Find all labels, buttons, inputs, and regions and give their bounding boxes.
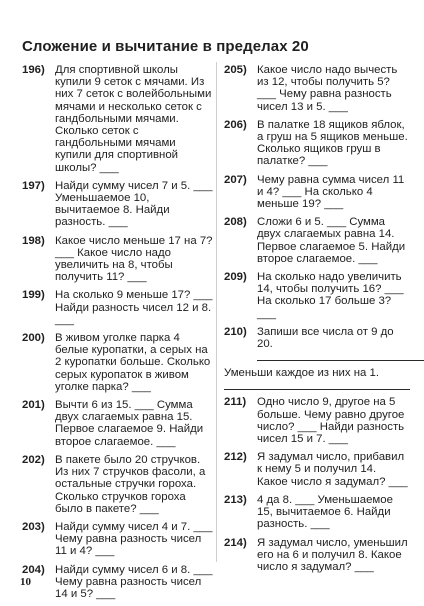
answer-line [224, 389, 410, 390]
problem-211 [224, 396, 410, 445]
problem-text: В живом уголке парка 4 белые куропатки, а серых на 2 куропатки больше. Сколько серых куропаток в живом уголке парка? ___ [55, 332, 211, 393]
column-divider [216, 62, 217, 562]
problem-number: 200) [22, 332, 45, 345]
problem-text: Запиши все числа от 9 до 20. [257, 325, 394, 351]
problem-text: Для спортивной школы купили 9 сеток с мячами. Из них 7 сеток с волейбольными мячами и несколько сеток с гандбольными мячами. Сколько сеток с гандбольными мячами купили для спортивной школы? ___ [55, 64, 212, 174]
problem-text: Я задумал число, прибавил к нему 5 и получил 14. Какое число я задумал? ___ [257, 451, 408, 488]
problem-206 [224, 119, 410, 168]
problem-text: В пакете было 20 стручков. Из них 7 стручков фасоли, а остальные стручки гороха. Сколько стручков гороха было в пакете? ___ [55, 453, 206, 515]
problem-210-part-2 [224, 367, 410, 390]
problem-number: 201) [22, 399, 45, 412]
problem-text: Найди сумму чисел 7 и 5. ___ Уменьшаемое 10, вычитаемое 8. Найди разность. ___ [55, 179, 213, 229]
problem-number: 209) [224, 271, 247, 284]
left-column [22, 64, 214, 606]
problem-text: Я задумал число, уменьшил его на 6 и получил 8. Какое число я задумал? ___ [257, 536, 408, 573]
problem-number: 203) [22, 520, 45, 533]
right-column [224, 64, 410, 579]
problem-214 [224, 537, 410, 574]
problem-number: 214) [224, 536, 247, 549]
problem-text: 4 да 8. ___ Уменьшаемое 15, вычитаемое 6. Найди разность. ___ [257, 493, 393, 531]
problem-text: Вычти 6 из 15. ___ Сумма двух слагаемых равна 15. Первое слагаемое 9. Найди второе слагаемое. ___ [55, 399, 204, 448]
problem-text: Одно число 9, другое на 5 больше. Чему равно другое число? ___ Найди разность чисел 15 и 7. ___ [257, 396, 405, 446]
problem-202 [22, 454, 214, 515]
problem-text: На сколько 9 меньше 17? ___ Найди разность чисел 12 и 8. ___ [55, 289, 213, 326]
problem-number: 204) [22, 563, 45, 576]
problem-number: 205) [224, 64, 247, 76]
problem-207 [224, 174, 410, 211]
problem-201 [22, 399, 214, 448]
problem-212 [224, 451, 410, 488]
problem-number: 212) [224, 451, 247, 464]
problem-text: Уменьши каждое из них на 1. [224, 367, 380, 380]
problem-205 [224, 64, 410, 113]
problem-number: 213) [224, 493, 247, 506]
problem-number: 206) [224, 118, 247, 131]
problem-208 [224, 216, 410, 265]
problem-197 [22, 180, 214, 229]
answer-line [257, 360, 424, 361]
problem-198 [22, 235, 214, 284]
page-number: 10 [20, 576, 31, 588]
problem-200 [22, 332, 214, 393]
problem-196 [22, 64, 214, 174]
problem-203 [22, 521, 214, 558]
problem-text: Чему равна сумма чисел 11 и 4? ___ На сколько 4 меньше 19? ___ [257, 173, 405, 211]
problem-number: 196) [22, 64, 45, 76]
problem-text: На сколько надо увеличить 14, чтобы получить 16? ___ На сколько 17 больше 3? ___ [257, 271, 404, 320]
problem-number: 207) [224, 173, 247, 186]
problem-text: Найди сумму чисел 4 и 7. ___ Чему равна разность чисел 11 и 4? ___ [55, 520, 213, 558]
problem-number: 210) [224, 325, 247, 338]
problem-text: Найди сумму чисел 6 и 8. ___ Чему равна разность чисел 14 и 5? ___ [55, 563, 213, 600]
problem-213 [224, 494, 410, 531]
problem-number: 198) [22, 234, 45, 247]
problem-199 [22, 289, 214, 326]
page-title: Сложение и вычитание в пределах 20 [22, 38, 309, 55]
problem-number: 208) [224, 216, 247, 229]
problem-text: Какое число меньше 17 на 7? ___ Какое число надо увеличить на 8, чтобы получить 11? ___ [55, 234, 213, 284]
problem-number: 197) [22, 179, 45, 192]
problem-text: В палатке 18 ящиков яблок, а груш на 5 ящиков меньше. Сколько ящиков груш в палатке? ___ [257, 118, 408, 168]
problem-number: 202) [22, 453, 45, 466]
problem-210 [224, 326, 410, 361]
problem-number: 211) [224, 396, 247, 409]
problem-204 [22, 564, 214, 601]
problem-text: Сложи 6 и 5. ___ Сумма двух слагаемых равна 14. Первое слагаемое 5. Найди второе слагаемое. ___ [257, 216, 406, 265]
problem-text: Какое число надо вычесть из 12, чтобы получить 5? ___ Чему равна разность чисел 13 и 5. ___ [257, 64, 398, 113]
problem-209 [224, 271, 410, 320]
problem-number: 199) [22, 289, 45, 302]
